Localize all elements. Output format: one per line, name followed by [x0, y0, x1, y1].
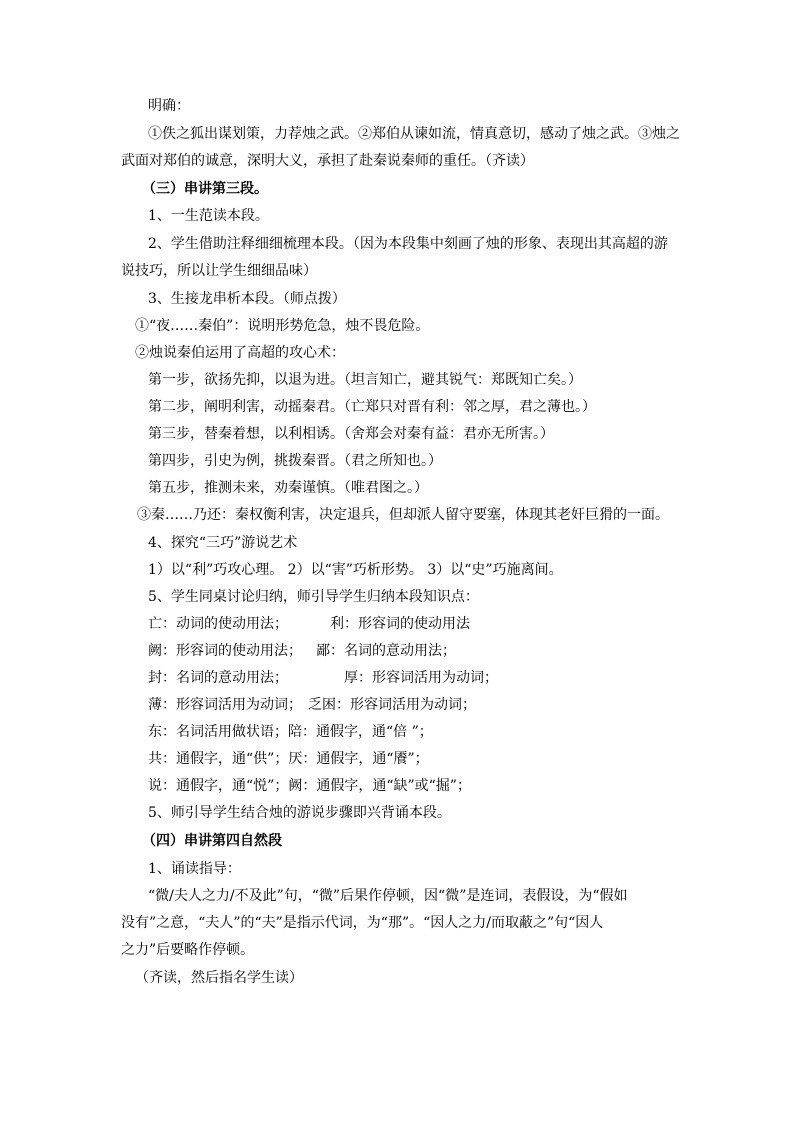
grammar-note: 东：名词活用做状语；陪：通假字，通“倍 ”；	[148, 724, 433, 740]
grammar-note: 厚：形容词活用为动词；	[344, 670, 498, 686]
section-heading: （四）串讲第四自然段	[142, 833, 282, 849]
list-item: 1）以“利”巧攻心理。 2）以“害”巧析形势。 3）以“史”巧施离间。	[148, 562, 563, 578]
grammar-note: 亡：动词的使动用法；	[148, 616, 288, 632]
paragraph-line: 武面对郑伯的诚意，深明大义，承担了赴秦说秦师的重任。（齐读）	[121, 153, 534, 169]
grammar-note: 鄙：名词的意动用法；	[316, 643, 456, 659]
grammar-note: 利：形容词的使动用法	[330, 616, 470, 632]
paragraph-line: 4、探究“三巧”游说艺术	[148, 535, 298, 551]
grammar-note: 阙：形容词的使动用法；	[148, 643, 302, 659]
paragraph-line: 5、学生同桌讨论归纳，师引导学生归纳本段知识点：	[148, 589, 479, 605]
list-item: 第五步，推测未来，劝秦谨慎。（唯君图之。）	[148, 480, 428, 496]
grammar-note: 共：通假字，通“供”；厌：通假字，通“餍”；	[148, 751, 429, 767]
list-item: 第四步，引史为例，挑拨秦晋。（君之所知也。）	[148, 453, 442, 469]
paragraph-line: 1、一生范读本段。	[148, 208, 269, 224]
list-item: ②烛说秦伯运用了高超的攻心术：	[135, 345, 345, 361]
paragraph-label: 明确：	[148, 98, 190, 114]
paragraph-line: 5、师引导学生结合烛的游说步骤即兴背诵本段。	[148, 805, 451, 821]
grammar-note: 说：通假字，通“悦”；阙：通假字，通“缺”或“掘”；	[148, 778, 471, 794]
section-heading: （三）串讲第三段。	[142, 181, 268, 197]
paragraph-line: 说技巧，所以让学生细细品味）	[121, 263, 317, 279]
paragraph-line: 之力”后要略作停顿。	[121, 942, 255, 958]
paragraph-line: “微/夫人之力/不及此”句，“微”后果作停顿，因“微”是连词，表假设，为“假如	[148, 888, 628, 904]
list-item: ①“夜……秦伯”：说明形势危急，烛不畏危险。	[135, 318, 430, 334]
list-item: ③秦……乃还：秦权衡利害，决定退兵，但却派人留守要塞，体现其老奸巨猾的一面。	[137, 507, 669, 523]
paragraph-line: （齐读，然后指名学生读）	[135, 970, 303, 986]
paragraph-line: ①佚之狐出谋划策，力荐烛之武。②郑伯从谏如流，情真意切，感动了烛之武。③烛之	[148, 126, 680, 142]
paragraph-line: 1、诵读指导：	[148, 861, 241, 877]
list-item: 第一步，欲扬先抑，以退为进。（坦言知亡，避其锐气：郑既知亡矣。）	[148, 372, 582, 388]
list-item: 第三步，替秦着想，以利相诱。（舍郑会对秦有益：君亦无所害。）	[148, 426, 554, 442]
paragraph-line: 3、生接龙串析本段。（师点拨）	[148, 291, 346, 307]
grammar-note: 封：名词的意动用法；	[148, 670, 288, 686]
paragraph-line: 2、学生借助注释细细梳理本段。（因为本段集中刻画了烛的形象、表现出其高超的游	[148, 236, 668, 252]
grammar-note: 薄：形容词活用为动词；	[148, 697, 302, 713]
grammar-note: 乏困：形容词活用为动词；	[308, 697, 476, 713]
list-item: 第二步，阐明利害，动摇秦君。（亡郑只对晋有利：邻之厚，君之薄也。）	[148, 399, 596, 415]
paragraph-line: 没有”之意，“夫人”的“夫”是指示代词，为“那”。“因人之力/而取蔽之”句“因人	[121, 915, 604, 931]
